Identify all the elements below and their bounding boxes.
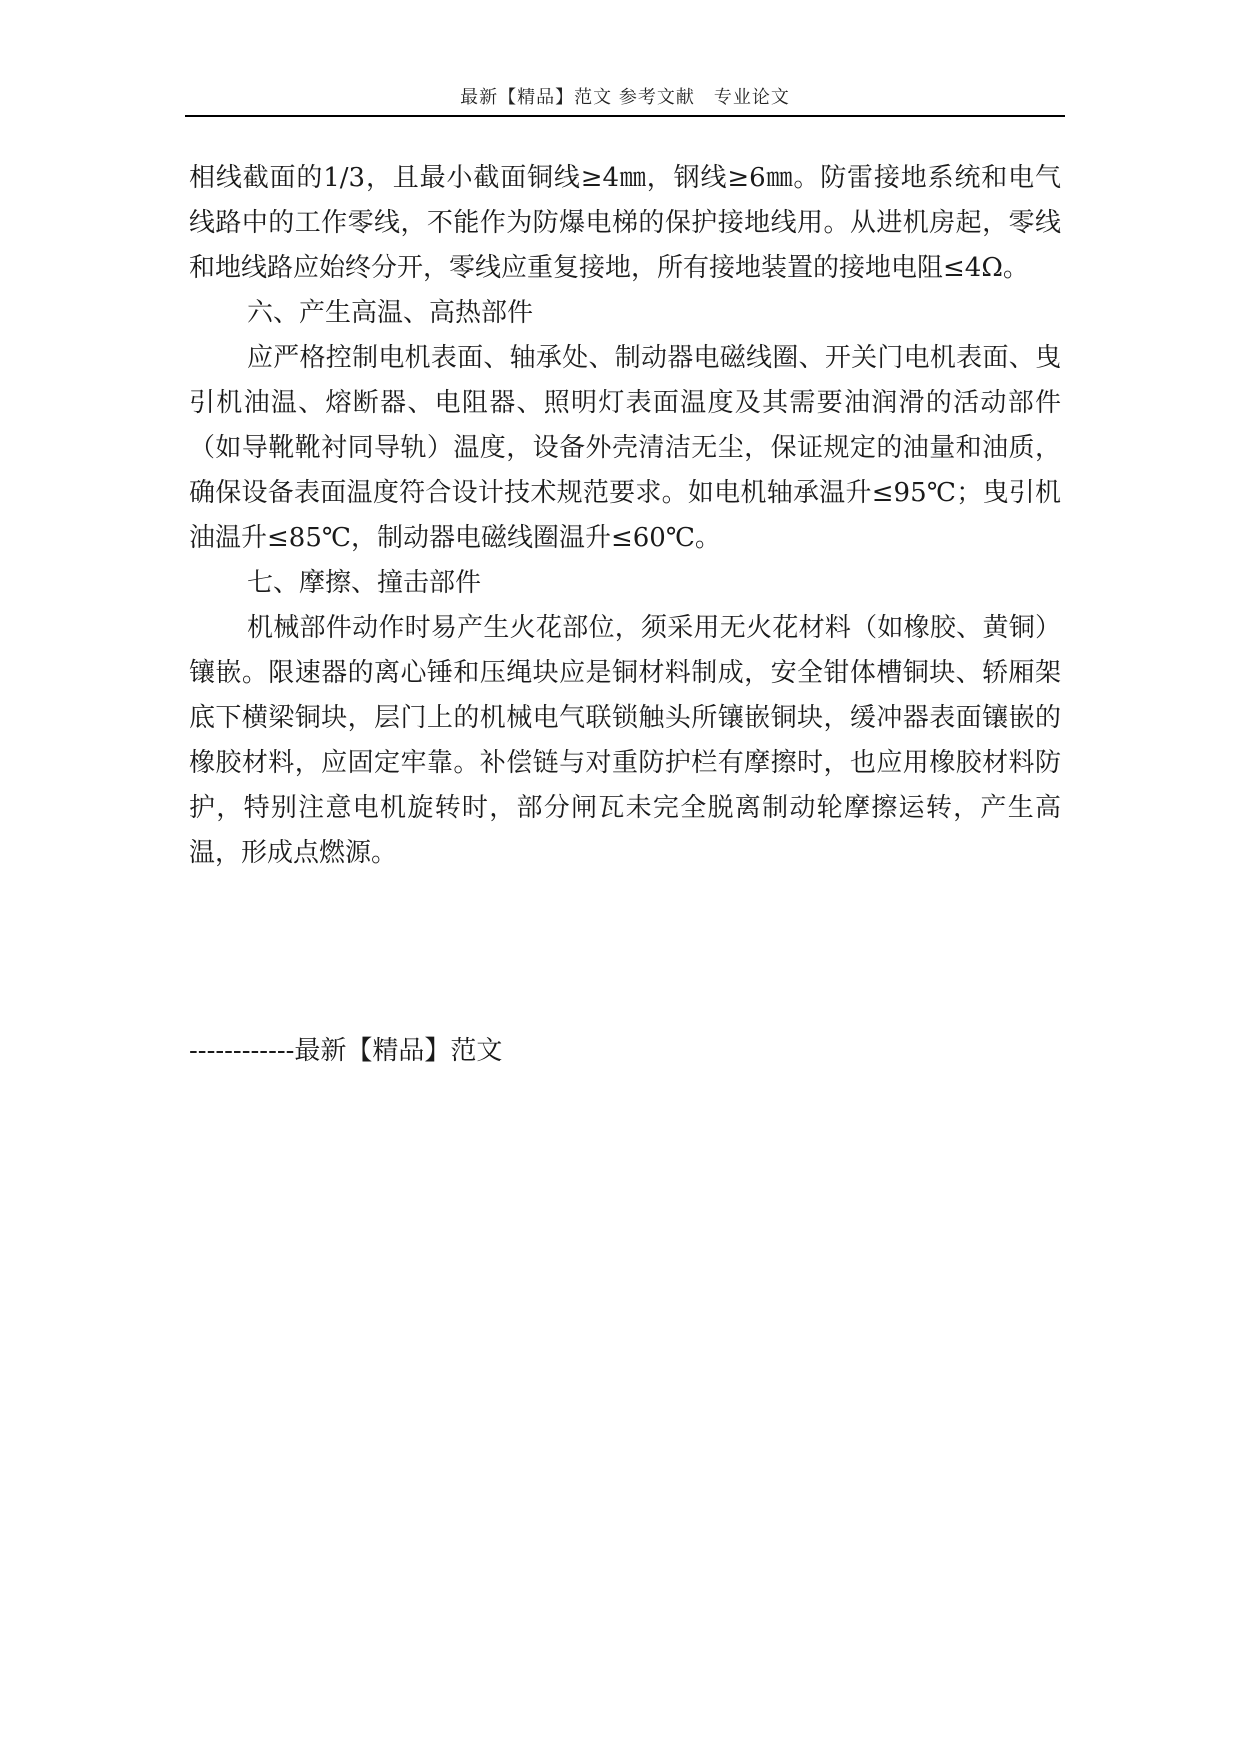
header-divider [185,115,1065,117]
section-heading-friction-impact: 七、摩擦、撞击部件 [247,568,482,598]
page-footer: ------------最新【精品】范文 [189,1036,503,1066]
paragraph-friction-impact: 机械部件动作时易产生火花部位，须采用无火花材料（如橡胶、黄铜）镶嵌。限速器的离心锤和压绳块应是铜材料制成，安全钳体槽铜块、轿厢架底下横梁铜块，层门上的机械电气联锁触头所镶嵌铜块，缓冲器表面镶嵌的橡胶材料，应固定牢靠。补偿链与对重防护栏有摩擦时，也应用橡胶材料防护，特别注意电机旋转时，部分闸瓦未完全脱离制动轮摩擦运转，产生高温，形成点燃源。 [189,613,1061,868]
section-heading-high-temperature: 六、产生高温、高热部件 [247,298,534,328]
paragraph-grounding: 相线截面的1/3，且最小截面铜线≥4㎜，钢线≥6㎜。防雷接地系统和电气线路中的工作零线，不能作为防爆电梯的保护接地线用。从进机房起，零线和地线路应始终分开，零线应重复接地，所有接地装置的接地电阻≤4Ω。 [189,163,1061,283]
paragraph-high-temperature: 应严格控制电机表面、轴承处、制动器电磁线圈、开关门电机表面、曳引机油温、熔断器、电阻器、照明灯表面温度及其需要油润滑的活动部件（如导靴靴衬同导轨）温度，设备外壳清洁无尘，保证规定的油量和油质，确保设备表面温度符合设计技术规范要求。如电机轴承温升≤95℃；曳引机油温升≤85℃，制动器电磁线圈温升≤60℃。 [189,343,1061,553]
document-body [189,156,1061,876]
page-header: 最新【精品】范文 参考文献 专业论文 [460,87,790,108]
